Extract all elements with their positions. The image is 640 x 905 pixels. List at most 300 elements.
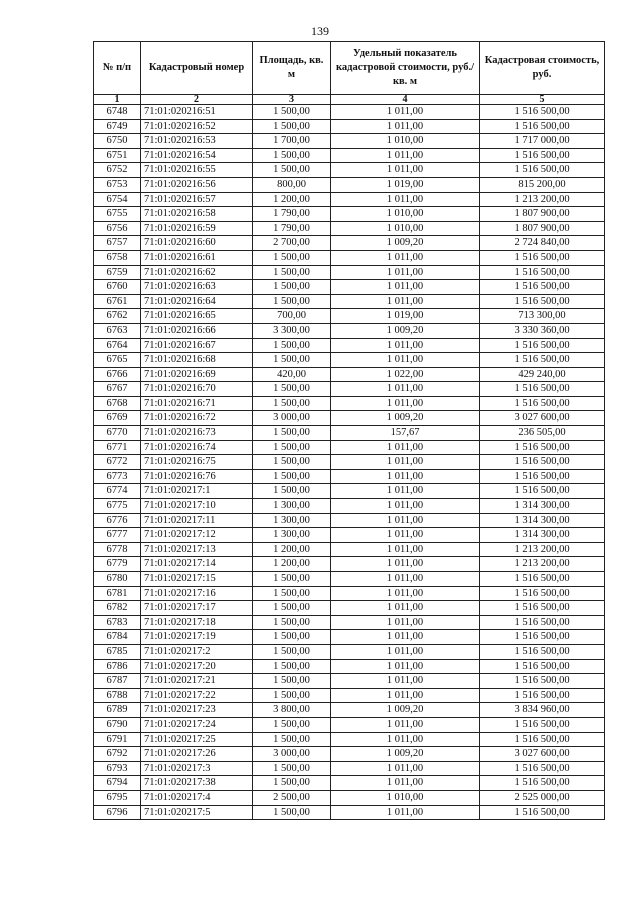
row-number-cell: 6772: [94, 455, 141, 470]
unit-rate-cell: 1 009,20: [331, 411, 480, 426]
row-number-cell: 6751: [94, 148, 141, 163]
area-cell: 1 500,00: [253, 717, 331, 732]
unit-rate-cell: 1 011,00: [331, 601, 480, 616]
table-row: [94, 367, 605, 382]
cadastral-value-cell: 1 516 500,00: [480, 148, 605, 163]
area-cell: 1 500,00: [253, 353, 331, 368]
area-cell: 420,00: [253, 367, 331, 382]
cadastral-value-cell: 1 516 500,00: [480, 659, 605, 674]
cadastral-number-cell: 71:01:020216:75: [141, 455, 253, 470]
unit-rate-cell: 1 011,00: [331, 440, 480, 455]
cadastral-value-cell: 1 516 500,00: [480, 732, 605, 747]
unit-rate-cell: 1 011,00: [331, 659, 480, 674]
row-number-cell: 6769: [94, 411, 141, 426]
row-number-cell: 6787: [94, 674, 141, 689]
cadastral-value-cell: 1 516 500,00: [480, 294, 605, 309]
row-number-cell: 6764: [94, 338, 141, 353]
table-row: [94, 630, 605, 645]
row-number-cell: 6753: [94, 177, 141, 192]
unit-rate-cell: 1 011,00: [331, 396, 480, 411]
area-cell: 1 500,00: [253, 250, 331, 265]
cadastral-value-cell: 1 213 200,00: [480, 557, 605, 572]
cadastral-value-cell: 1 717 000,00: [480, 134, 605, 149]
cadastral-value-cell: 1 516 500,00: [480, 644, 605, 659]
area-cell: 2 700,00: [253, 236, 331, 251]
row-number-cell: 6796: [94, 805, 141, 820]
unit-rate-cell: 1 011,00: [331, 265, 480, 280]
table-row: [94, 469, 605, 484]
cadastral-value-cell: 2 525 000,00: [480, 790, 605, 805]
area-cell: 1 500,00: [253, 659, 331, 674]
row-number-cell: 6757: [94, 236, 141, 251]
cadastral-number-cell: 71:01:020216:53: [141, 134, 253, 149]
area-cell: 1 500,00: [253, 586, 331, 601]
area-cell: 1 500,00: [253, 396, 331, 411]
row-number-cell: 6792: [94, 747, 141, 762]
table-row: [94, 557, 605, 572]
cadastral-number-cell: 71:01:020216:51: [141, 105, 253, 120]
cadastral-value-cell: 815 200,00: [480, 177, 605, 192]
header-area: Площадь, кв. м: [253, 42, 331, 95]
column-index: 1: [94, 95, 141, 105]
unit-rate-cell: 1 011,00: [331, 192, 480, 207]
row-number-cell: 6776: [94, 513, 141, 528]
row-number-cell: 6762: [94, 309, 141, 324]
unit-rate-cell: 1 011,00: [331, 119, 480, 134]
unit-rate-cell: 1 011,00: [331, 732, 480, 747]
unit-rate-cell: 1 009,20: [331, 323, 480, 338]
table-row: [94, 134, 605, 149]
row-number-cell: 6779: [94, 557, 141, 572]
area-cell: 1 300,00: [253, 528, 331, 543]
unit-rate-cell: 1 011,00: [331, 805, 480, 820]
cadastral-value-cell: 1 516 500,00: [480, 455, 605, 470]
row-number-cell: 6760: [94, 280, 141, 295]
unit-rate-cell: 1 011,00: [331, 455, 480, 470]
area-cell: 1 500,00: [253, 163, 331, 178]
cadastral-number-cell: 71:01:020216:72: [141, 411, 253, 426]
unit-rate-cell: 1 011,00: [331, 528, 480, 543]
unit-rate-cell: 1 011,00: [331, 572, 480, 587]
unit-rate-cell: 1 011,00: [331, 761, 480, 776]
header-row-number: № п/п: [94, 42, 141, 95]
row-number-cell: 6790: [94, 717, 141, 732]
cadastral-number-cell: 71:01:020217:18: [141, 615, 253, 630]
table-row: [94, 192, 605, 207]
unit-rate-cell: 1 011,00: [331, 557, 480, 572]
unit-rate-cell: 1 011,00: [331, 776, 480, 791]
cadastral-number-cell: 71:01:020217:23: [141, 703, 253, 718]
cadastral-number-cell: 71:01:020217:24: [141, 717, 253, 732]
cadastral-number-cell: 71:01:020216:60: [141, 236, 253, 251]
cadastral-number-cell: 71:01:020216:52: [141, 119, 253, 134]
cadastral-number-cell: 71:01:020216:65: [141, 309, 253, 324]
area-cell: 1 500,00: [253, 615, 331, 630]
unit-rate-cell: 1 011,00: [331, 163, 480, 178]
cadastral-number-cell: 71:01:020217:26: [141, 747, 253, 762]
cadastral-number-cell: 71:01:020216:58: [141, 207, 253, 222]
table-row: [94, 353, 605, 368]
area-cell: 1 500,00: [253, 688, 331, 703]
unit-rate-cell: 1 011,00: [331, 250, 480, 265]
table-row: [94, 542, 605, 557]
row-number-cell: 6789: [94, 703, 141, 718]
unit-rate-cell: 1 010,00: [331, 207, 480, 222]
cadastral-value-cell: 1 516 500,00: [480, 761, 605, 776]
unit-rate-cell: 1 011,00: [331, 105, 480, 120]
area-cell: 1 500,00: [253, 674, 331, 689]
row-number-cell: 6788: [94, 688, 141, 703]
cadastral-value-cell: 1 516 500,00: [480, 105, 605, 120]
cadastral-value-cell: 1 314 300,00: [480, 499, 605, 514]
unit-rate-cell: 1 009,20: [331, 703, 480, 718]
cadastral-number-cell: 71:01:020217:10: [141, 499, 253, 514]
row-number-cell: 6781: [94, 586, 141, 601]
table-row: [94, 659, 605, 674]
unit-rate-cell: 1 011,00: [331, 382, 480, 397]
cadastral-number-cell: 71:01:020217:3: [141, 761, 253, 776]
area-cell: 1 500,00: [253, 761, 331, 776]
cadastral-value-cell: 1 516 500,00: [480, 163, 605, 178]
unit-rate-cell: 1 011,00: [331, 513, 480, 528]
area-cell: 1 500,00: [253, 280, 331, 295]
cadastral-value-cell: 1 516 500,00: [480, 586, 605, 601]
row-number-cell: 6783: [94, 615, 141, 630]
cadastral-number-cell: 71:01:020217:38: [141, 776, 253, 791]
area-cell: 1 500,00: [253, 469, 331, 484]
row-number-cell: 6774: [94, 484, 141, 499]
unit-rate-cell: 1 011,00: [331, 644, 480, 659]
row-number-cell: 6758: [94, 250, 141, 265]
cadastral-value-cell: 2 724 840,00: [480, 236, 605, 251]
cadastral-number-cell: 71:01:020217:19: [141, 630, 253, 645]
cadastral-number-cell: 71:01:020217:1: [141, 484, 253, 499]
cadastral-number-cell: 71:01:020216:69: [141, 367, 253, 382]
table-row: [94, 732, 605, 747]
table-row: [94, 177, 605, 192]
table-row: [94, 747, 605, 762]
row-number-cell: 6756: [94, 221, 141, 236]
table-row: [94, 105, 605, 120]
area-cell: 3 300,00: [253, 323, 331, 338]
unit-rate-cell: 1 022,00: [331, 367, 480, 382]
cadastral-value-cell: 1 516 500,00: [480, 265, 605, 280]
table-row: [94, 674, 605, 689]
area-cell: 3 000,00: [253, 411, 331, 426]
unit-rate-cell: 1 019,00: [331, 177, 480, 192]
cadastral-number-cell: 71:01:020217:21: [141, 674, 253, 689]
cadastral-number-cell: 71:01:020216:62: [141, 265, 253, 280]
area-cell: 1 790,00: [253, 207, 331, 222]
unit-rate-cell: 1 011,00: [331, 148, 480, 163]
row-number-cell: 6794: [94, 776, 141, 791]
cadastral-number-cell: 71:01:020216:56: [141, 177, 253, 192]
cadastral-value-cell: 1 516 500,00: [480, 469, 605, 484]
unit-rate-cell: 1 009,20: [331, 236, 480, 251]
page-number: 139: [311, 24, 329, 38]
cadastral-value-cell: 713 300,00: [480, 309, 605, 324]
area-cell: 1 500,00: [253, 630, 331, 645]
table-row: [94, 323, 605, 338]
row-number-cell: 6754: [94, 192, 141, 207]
table-row: [94, 499, 605, 514]
column-index-row: [94, 95, 605, 105]
cadastral-value-cell: 1 516 500,00: [480, 601, 605, 616]
area-cell: 1 500,00: [253, 572, 331, 587]
cadastral-number-cell: 71:01:020217:20: [141, 659, 253, 674]
cadastral-value-cell: 1 516 500,00: [480, 688, 605, 703]
row-number-cell: 6777: [94, 528, 141, 543]
area-cell: 1 500,00: [253, 382, 331, 397]
area-cell: 700,00: [253, 309, 331, 324]
row-number-cell: 6771: [94, 440, 141, 455]
unit-rate-cell: 1 011,00: [331, 294, 480, 309]
cadastral-value-cell: 1 516 500,00: [480, 572, 605, 587]
cadastral-value-cell: 236 505,00: [480, 426, 605, 441]
table-row: [94, 776, 605, 791]
row-number-cell: 6795: [94, 790, 141, 805]
table-row: [94, 309, 605, 324]
cadastral-number-cell: 71:01:020217:16: [141, 586, 253, 601]
table-row: [94, 513, 605, 528]
cadastral-number-cell: 71:01:020217:15: [141, 572, 253, 587]
unit-rate-cell: 1 011,00: [331, 688, 480, 703]
area-cell: 1 200,00: [253, 192, 331, 207]
table-row: [94, 484, 605, 499]
row-number-cell: 6766: [94, 367, 141, 382]
header-cadastral-value: Кадастровая стоимость, руб.: [480, 42, 605, 95]
cadastral-value-cell: 1 516 500,00: [480, 484, 605, 499]
cadastral-number-cell: 71:01:020216:74: [141, 440, 253, 455]
area-cell: 1 500,00: [253, 484, 331, 499]
table-row: [94, 265, 605, 280]
area-cell: 800,00: [253, 177, 331, 192]
cadastral-value-cell: 1 516 500,00: [480, 119, 605, 134]
unit-rate-cell: 1 011,00: [331, 615, 480, 630]
column-index: 3: [253, 95, 331, 105]
table-row: [94, 586, 605, 601]
cadastral-value-cell: 1 516 500,00: [480, 353, 605, 368]
cadastral-number-cell: 71:01:020216:71: [141, 396, 253, 411]
cadastral-number-cell: 71:01:020216:64: [141, 294, 253, 309]
column-index: 2: [141, 95, 253, 105]
table-header-row: [94, 42, 605, 95]
unit-rate-cell: 1 011,00: [331, 717, 480, 732]
table-row: [94, 411, 605, 426]
area-cell: 1 500,00: [253, 294, 331, 309]
area-cell: 1 200,00: [253, 557, 331, 572]
unit-rate-cell: 1 011,00: [331, 484, 480, 499]
cadastral-value-cell: 1 516 500,00: [480, 250, 605, 265]
column-index: 4: [331, 95, 480, 105]
unit-rate-cell: 1 011,00: [331, 586, 480, 601]
table-body: [94, 105, 605, 820]
unit-rate-cell: 1 011,00: [331, 469, 480, 484]
table-row: [94, 717, 605, 732]
area-cell: 1 300,00: [253, 513, 331, 528]
area-cell: 1 500,00: [253, 805, 331, 820]
area-cell: 1 500,00: [253, 440, 331, 455]
area-cell: 1 500,00: [253, 119, 331, 134]
unit-rate-cell: 1 009,20: [331, 747, 480, 762]
unit-rate-cell: 1 010,00: [331, 790, 480, 805]
unit-rate-cell: 1 011,00: [331, 280, 480, 295]
cadastral-value-cell: 3 027 600,00: [480, 411, 605, 426]
unit-rate-cell: 1 010,00: [331, 134, 480, 149]
cadastral-value-cell: 1 516 500,00: [480, 440, 605, 455]
cadastral-value-cell: 3 330 360,00: [480, 323, 605, 338]
table-row: [94, 572, 605, 587]
area-cell: 1 300,00: [253, 499, 331, 514]
table-row: [94, 528, 605, 543]
cadastral-value-cell: 1 516 500,00: [480, 717, 605, 732]
unit-rate-cell: 1 011,00: [331, 630, 480, 645]
cadastral-number-cell: 71:01:020217:2: [141, 644, 253, 659]
area-cell: 1 500,00: [253, 426, 331, 441]
cadastral-value-cell: 1 516 500,00: [480, 396, 605, 411]
area-cell: 1 500,00: [253, 732, 331, 747]
cadastral-number-cell: 71:01:020216:55: [141, 163, 253, 178]
table-row: [94, 761, 605, 776]
table-row: [94, 280, 605, 295]
area-cell: 1 200,00: [253, 542, 331, 557]
row-number-cell: 6749: [94, 119, 141, 134]
area-cell: 1 500,00: [253, 148, 331, 163]
cadastral-number-cell: 71:01:020216:61: [141, 250, 253, 265]
table-row: [94, 440, 605, 455]
table-row: [94, 688, 605, 703]
area-cell: 2 500,00: [253, 790, 331, 805]
area-cell: 1 500,00: [253, 338, 331, 353]
row-number-cell: 6770: [94, 426, 141, 441]
cadastral-number-cell: 71:01:020216:68: [141, 353, 253, 368]
row-number-cell: 6785: [94, 644, 141, 659]
cadastral-value-cell: 1 516 500,00: [480, 615, 605, 630]
cadastral-value-cell: 1 213 200,00: [480, 192, 605, 207]
cadastral-value-cell: 1 516 500,00: [480, 674, 605, 689]
row-number-cell: 6748: [94, 105, 141, 120]
cadastral-table: [93, 41, 605, 820]
table-row: [94, 250, 605, 265]
row-number-cell: 6793: [94, 761, 141, 776]
cadastral-value-cell: 1 213 200,00: [480, 542, 605, 557]
row-number-cell: 6767: [94, 382, 141, 397]
row-number-cell: 6780: [94, 572, 141, 587]
table-row: [94, 236, 605, 251]
area-cell: 3 800,00: [253, 703, 331, 718]
cadastral-number-cell: 71:01:020216:63: [141, 280, 253, 295]
row-number-cell: 6755: [94, 207, 141, 222]
row-number-cell: 6763: [94, 323, 141, 338]
cadastral-number-cell: 71:01:020217:14: [141, 557, 253, 572]
row-number-cell: 6750: [94, 134, 141, 149]
cadastral-number-cell: 71:01:020216:73: [141, 426, 253, 441]
row-number-cell: 6778: [94, 542, 141, 557]
cadastral-number-cell: 71:01:020216:67: [141, 338, 253, 353]
table-row: [94, 294, 605, 309]
cadastral-value-cell: 1 314 300,00: [480, 528, 605, 543]
area-cell: 1 790,00: [253, 221, 331, 236]
cadastral-value-cell: 1 807 900,00: [480, 221, 605, 236]
row-number-cell: 6759: [94, 265, 141, 280]
area-cell: 1 500,00: [253, 455, 331, 470]
table-row: [94, 703, 605, 718]
table-row: [94, 455, 605, 470]
row-number-cell: 6761: [94, 294, 141, 309]
cadastral-value-cell: 1 516 500,00: [480, 776, 605, 791]
cadastral-number-cell: 71:01:020217:11: [141, 513, 253, 528]
header-cadastral-number: Кадастровый номер: [141, 42, 253, 95]
column-index: 5: [480, 95, 605, 105]
cadastral-number-cell: 71:01:020216:66: [141, 323, 253, 338]
cadastral-number-cell: 71:01:020216:57: [141, 192, 253, 207]
cadastral-number-cell: 71:01:020217:22: [141, 688, 253, 703]
row-number-cell: 6784: [94, 630, 141, 645]
table-row: [94, 382, 605, 397]
unit-rate-cell: 1 019,00: [331, 309, 480, 324]
cadastral-number-cell: 71:01:020217:13: [141, 542, 253, 557]
table-row: [94, 790, 605, 805]
row-number-cell: 6775: [94, 499, 141, 514]
area-cell: 1 500,00: [253, 644, 331, 659]
table-row: [94, 163, 605, 178]
area-cell: 1 700,00: [253, 134, 331, 149]
area-cell: 3 000,00: [253, 747, 331, 762]
cadastral-value-cell: 1 516 500,00: [480, 382, 605, 397]
cadastral-value-cell: 1 516 500,00: [480, 630, 605, 645]
area-cell: 1 500,00: [253, 776, 331, 791]
cadastral-number-cell: 71:01:020217:25: [141, 732, 253, 747]
cadastral-number-cell: 71:01:020216:76: [141, 469, 253, 484]
area-cell: 1 500,00: [253, 265, 331, 280]
row-number-cell: 6768: [94, 396, 141, 411]
unit-rate-cell: 1 011,00: [331, 674, 480, 689]
unit-rate-cell: 1 011,00: [331, 353, 480, 368]
area-cell: 1 500,00: [253, 601, 331, 616]
unit-rate-cell: 1 010,00: [331, 221, 480, 236]
header-unit-rate: Удельный показатель кадастровой стоимости, руб./кв. м: [331, 42, 480, 95]
cadastral-number-cell: 71:01:020216:59: [141, 221, 253, 236]
table-row: [94, 119, 605, 134]
table-row: [94, 396, 605, 411]
cadastral-number-cell: 71:01:020217:12: [141, 528, 253, 543]
row-number-cell: 6786: [94, 659, 141, 674]
cadastral-value-cell: 1 516 500,00: [480, 280, 605, 295]
cadastral-value-cell: 3 834 960,00: [480, 703, 605, 718]
cadastral-number-cell: 71:01:020217:4: [141, 790, 253, 805]
table-row: [94, 644, 605, 659]
row-number-cell: 6782: [94, 601, 141, 616]
table-row: [94, 426, 605, 441]
table-row: [94, 601, 605, 616]
cadastral-number-cell: 71:01:020216:54: [141, 148, 253, 163]
table-row: [94, 148, 605, 163]
cadastral-number-cell: 71:01:020217:5: [141, 805, 253, 820]
cadastral-value-cell: 429 240,00: [480, 367, 605, 382]
area-cell: 1 500,00: [253, 105, 331, 120]
row-number-cell: 6765: [94, 353, 141, 368]
cadastral-value-cell: 3 027 600,00: [480, 747, 605, 762]
row-number-cell: 6773: [94, 469, 141, 484]
unit-rate-cell: 1 011,00: [331, 542, 480, 557]
cadastral-value-cell: 1 516 500,00: [480, 338, 605, 353]
cadastral-value-cell: 1 516 500,00: [480, 805, 605, 820]
table-row: [94, 615, 605, 630]
cadastral-value-cell: 1 314 300,00: [480, 513, 605, 528]
cadastral-number-cell: 71:01:020216:70: [141, 382, 253, 397]
cadastral-number-cell: 71:01:020217:17: [141, 601, 253, 616]
unit-rate-cell: 157,67: [331, 426, 480, 441]
